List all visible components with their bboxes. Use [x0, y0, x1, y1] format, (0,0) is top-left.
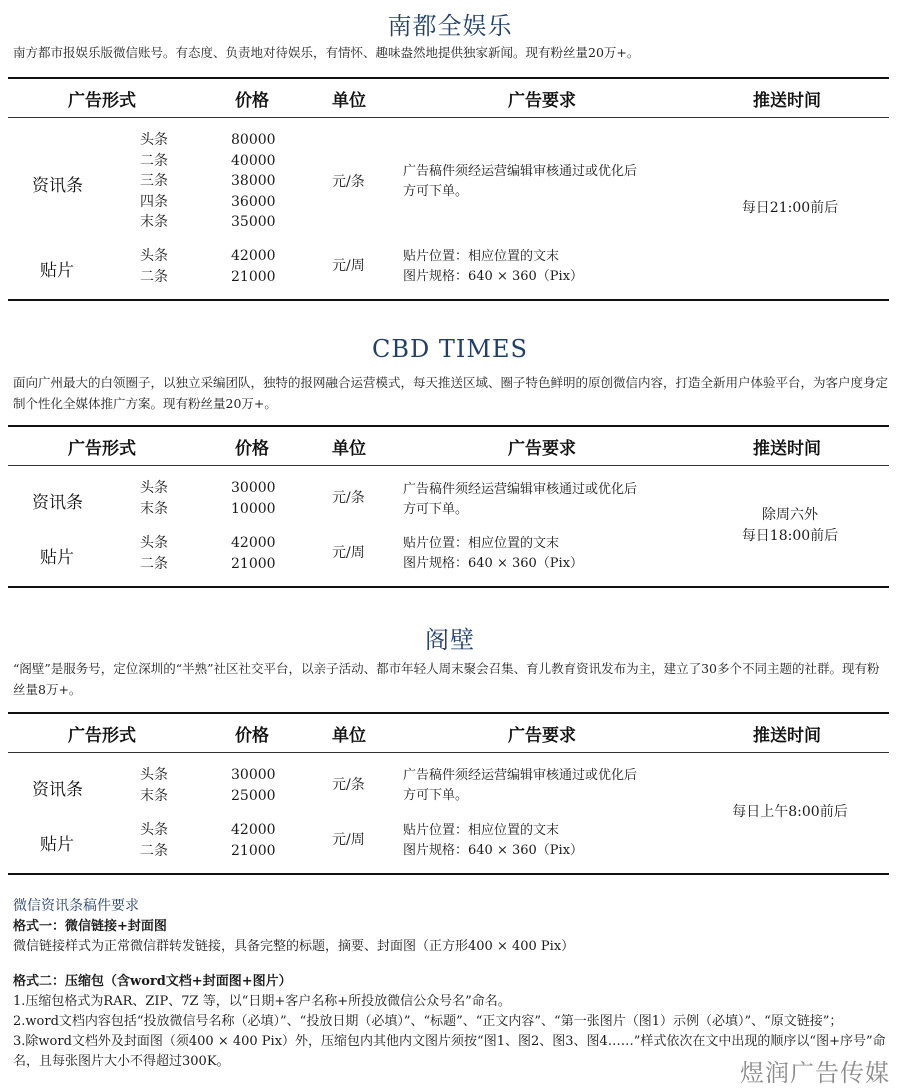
slot-list: 头条 二条 — [140, 535, 168, 572]
col-header-requirement: 广告要求 — [508, 726, 576, 746]
col-header-push-time: 推送时间 — [753, 726, 821, 746]
slot-list: 头条 末条 — [140, 767, 168, 804]
unit: 元/周 — [332, 545, 365, 561]
notes-block — [13, 917, 893, 957]
requirement-text: 广告稿件须经运营编辑审核通过或优化后 方可下单。 — [403, 482, 638, 517]
table-top-rule — [8, 77, 889, 79]
col-header-push-time: 推送时间 — [753, 91, 821, 111]
table-bottom-rule — [8, 873, 889, 875]
price-list: 42000 21000 — [231, 248, 276, 285]
slot-list: 头条 二条 — [140, 248, 168, 285]
unit: 元/条 — [332, 777, 365, 793]
section-title: CBD TIMES — [372, 335, 528, 363]
row-category: 资讯条 — [32, 780, 83, 800]
unit: 元/周 — [332, 832, 365, 848]
requirement-text: 贴片位置：相应位置的文末 图片规格：640 × 360（Pix） — [403, 536, 584, 571]
push-time: 每日21:00前后 — [741, 200, 839, 216]
col-header-requirement: 广告要求 — [508, 439, 576, 459]
col-header-unit: 单位 — [332, 91, 366, 111]
col-header-price: 价格 — [235, 439, 269, 459]
watermark: 煜润广告传媒 — [740, 1059, 890, 1087]
requirement-text: 广告稿件须经运营编辑审核通过或优化后 方可下单。 — [403, 164, 638, 199]
price-list: 30000 25000 — [231, 767, 276, 804]
row-category: 资讯条 — [32, 493, 83, 513]
col-header-unit: 单位 — [332, 439, 366, 459]
notes-title: 微信资讯条稿件要求 — [13, 898, 139, 914]
row-category: 贴片 — [40, 835, 74, 855]
price-list: 80000 40000 38000 36000 35000 — [231, 132, 276, 230]
push-time: 每日上午8:00前后 — [732, 804, 848, 820]
format1-text: 微信链接样式为正常微信群转发链接，具备完整的标题，摘要、封面图（正方形400 × 400 Pix） — [13, 939, 575, 954]
col-header-format: 广告形式 — [68, 726, 136, 746]
col-header-price: 价格 — [235, 91, 269, 111]
col-header-unit: 单位 — [332, 726, 366, 746]
push-time: 除周六外 每日18:00前后 — [741, 507, 839, 544]
section-intro: 面向广州最大的白领圈子，以独立采编团队，独特的报网融合运营模式，每天推送区域、圈子特色鲜明的原创微信内容，打造全新用户体验平台，为客户度身定制个性化全媒体推广方案。现有粉丝量20万+。 — [13, 375, 889, 411]
slot-list: 头条 末条 — [140, 480, 168, 517]
unit: 元/条 — [332, 174, 365, 190]
section-title: 南都全娱乐 — [387, 12, 513, 40]
requirement-text: 贴片位置：相应位置的文末 图片规格：640 × 360（Pix） — [403, 823, 584, 858]
header-divider — [8, 465, 889, 466]
format2-item-3: 3.除word文档外及封面图（须400 × 400 Pix）外，压缩包内其他内文图片须按“图1、图2、图3、图4……”样式依次在文中出现的顺序以“图+序号”命名，且每张图片大小不得超过300K。 — [13, 1034, 886, 1069]
section-intro: 南方都市报娱乐版微信账号。有态度、负责地对待娱乐，有情怀、趣味盎然地提供独家新闻。现有粉丝量20万+。 — [13, 45, 640, 60]
col-header-price: 价格 — [235, 726, 269, 746]
format1-title: 格式一：微信链接+封面图 — [13, 919, 167, 934]
table-top-rule — [8, 425, 889, 427]
header-divider — [8, 752, 889, 753]
price-list: 42000 21000 — [231, 822, 276, 859]
unit: 元/周 — [332, 258, 365, 274]
row-category: 资讯条 — [32, 176, 83, 196]
row-category: 贴片 — [40, 548, 74, 568]
price-list: 42000 21000 — [231, 535, 276, 572]
format2-item-2: 2.word文档内容包括“投放微信号名称（必填）”、“投放日期（必填）”、“标题”、“正文内容”、“第一张图片（图1）示例（必填）”、“原文链接”； — [13, 1014, 843, 1029]
format2-title: 格式二：压缩包（含word文档+封面图+图片） — [13, 974, 292, 989]
row-category: 贴片 — [40, 261, 74, 281]
col-header-format: 广告形式 — [68, 91, 136, 111]
section-intro: “阁壁”是服务号，定位深圳的“半熟”社区社交平台，以亲子活动、都市年轻人周末聚会召集、育儿教育资讯发布为主，建立了30多个不同主题的社群。现有粉丝量8万+。 — [13, 661, 880, 697]
requirement-text: 广告稿件须经运营编辑审核通过或优化后 方可下单。 — [403, 768, 638, 803]
col-header-requirement: 广告要求 — [508, 91, 576, 111]
unit: 元/条 — [332, 490, 365, 506]
table-bottom-rule — [8, 299, 889, 301]
requirement-text: 贴片位置：相应位置的文末 图片规格：640 × 360（Pix） — [403, 249, 584, 284]
header-divider — [8, 117, 889, 118]
slot-list: 头条 二条 三条 四条 末条 — [140, 132, 168, 230]
col-header-format: 广告形式 — [68, 439, 136, 459]
table-bottom-rule — [8, 586, 889, 588]
col-header-push-time: 推送时间 — [753, 439, 821, 459]
price-list: 30000 10000 — [231, 480, 276, 517]
section-title: 阁壁 — [425, 626, 475, 654]
format2-item-1: 1.压缩包格式为RAR、ZIP、7Z 等，以“日期+客户名称+所投放微信公众号名”命名。 — [13, 994, 511, 1009]
table-top-rule — [8, 712, 889, 714]
slot-list: 头条 二条 — [140, 822, 168, 859]
